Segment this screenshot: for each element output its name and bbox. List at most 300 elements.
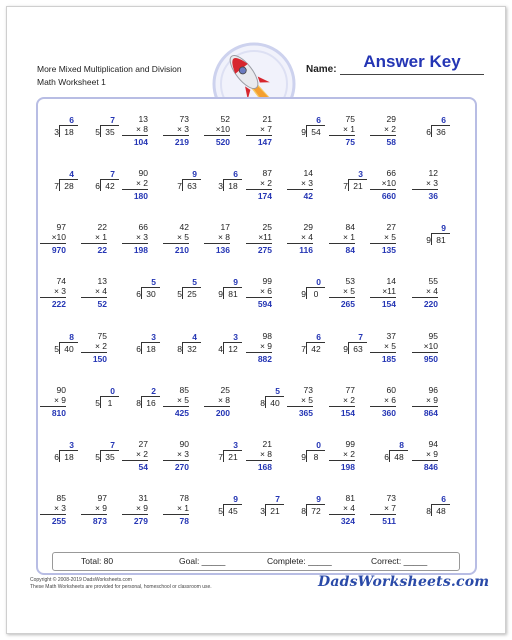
multiplication-problem [157,222,203,262]
product-answer: 200 [215,408,230,418]
multiplication-problem [240,331,286,371]
product-rule [246,243,272,244]
product-answer: 210 [174,245,189,255]
product-answer: 52 [97,299,107,309]
dividend: 18 [146,344,156,354]
multiplier: × 1 [342,232,355,242]
divisor: 8 [177,344,182,354]
title-line-1: More Mixed Multiplication and Division [37,64,182,74]
division-problem [75,385,121,425]
dividend: 81 [436,235,446,245]
multiplier: ×10 [51,232,66,242]
dividend: 18 [64,452,74,462]
product-answer: 135 [381,245,396,255]
quotient-answer: 3 [69,440,74,450]
multiplication-problem [364,276,410,316]
multiplier: × 1 [342,124,355,134]
multiplication-problem [240,439,286,479]
multiplication-problem [364,114,410,154]
multiplier: × 8 [259,449,272,459]
divisor: 5 [95,127,100,137]
multiplier: × 2 [342,449,355,459]
product-rule [412,189,438,190]
product-rule [287,189,313,190]
product-answer: 846 [423,462,438,472]
product-rule [370,135,396,136]
multiplication-problem [364,222,410,262]
quotient-answer: 8 [69,332,74,342]
division-problem [157,331,203,371]
multiplicand: 87 [262,168,272,178]
multiplicand: 77 [345,385,355,395]
multiplier: × 3 [425,178,438,188]
product-rule [246,297,272,298]
multiplication-problem [364,168,410,208]
product-answer: 198 [133,245,148,255]
quotient-answer: 6 [316,115,321,125]
dividend: 1 [107,398,113,408]
product-answer: 660 [381,191,396,201]
product-answer: 970 [51,245,66,255]
product-answer: 154 [381,299,396,309]
product-rule [204,406,230,407]
quotient-answer: 6 [441,115,446,125]
product-answer: 882 [257,354,272,364]
multiplication-problem [240,222,286,262]
multiplicand: 81 [345,493,355,503]
multiplier: × 2 [383,124,396,134]
quotient-answer: 0 [110,386,115,396]
division-problem [34,439,80,479]
divisor: 3 [218,181,223,191]
multiplicand: 53 [345,276,355,286]
dividend: 40 [64,344,74,354]
multiplicand: 90 [138,168,148,178]
dividend: 16 [146,398,156,408]
product-answer: 873 [92,516,107,526]
division-problem [281,493,327,533]
division-problem [34,114,80,154]
product-answer: 279 [133,516,148,526]
product-answer: 54 [138,462,148,472]
product-answer: 255 [51,516,66,526]
dividend: 21 [353,181,363,191]
product-answer: 511 [382,516,396,526]
dividend: 18 [228,181,238,191]
division-problem [406,222,452,262]
multiplier: × 2 [135,178,148,188]
multiplicand: 55 [428,276,438,286]
multiplication-problem [323,493,369,533]
quotient-answer: 9 [192,169,197,179]
multiplicand: 98 [262,331,272,341]
dividend: 48 [394,452,404,462]
dividend: 54 [311,127,321,137]
product-answer: 864 [423,408,438,418]
product-rule [370,189,396,190]
product-answer: 180 [133,191,148,201]
multiplicand: 22 [97,222,107,232]
divisor: 7 [343,181,348,191]
multiplication-problem [116,222,162,262]
multiplicand: 99 [262,276,272,286]
multiplication-problem [116,168,162,208]
dividend: 0 [313,289,319,299]
product-answer: 154 [340,408,355,418]
multiplication-problem [157,439,203,479]
multiplicand: 90 [179,439,189,449]
quotient-answer: 0 [316,440,321,450]
multiplier: × 3 [135,232,148,242]
dividend: 63 [187,181,197,191]
multiplicand: 97 [56,222,66,232]
multiplier: × 5 [342,286,355,296]
multiplication-problem [75,331,121,371]
multiplicand: 52 [220,114,230,124]
dividend: 40 [270,398,280,408]
multiplicand: 31 [138,493,148,503]
dividend: 72 [311,506,321,516]
product-answer: 594 [257,299,272,309]
multiplier: × 7 [383,503,396,513]
multiplier: × 5 [176,395,189,405]
product-rule [163,135,189,136]
multiplier: × 4 [425,286,438,296]
multiplier: × 9 [94,503,107,513]
multiplication-problem [34,276,80,316]
dividend: 81 [228,289,238,299]
product-rule [412,297,438,298]
multiplication-problem [75,276,121,316]
divisor: 7 [301,344,306,354]
multiplicand: 66 [386,168,396,178]
division-problem [323,168,369,208]
quotient-answer: 6 [441,494,446,504]
product-answer: 275 [257,245,272,255]
quotient-answer: 5 [151,277,156,287]
complete-field: Complete: _____ [267,556,332,566]
quotient-answer: 0 [316,277,321,287]
multiplier: × 2 [135,449,148,459]
multiplier: ×11 [258,232,272,242]
product-rule [370,406,396,407]
product-answer: 324 [340,516,355,526]
product-answer: 810 [51,408,66,418]
product-answer: 58 [386,137,396,147]
product-rule [370,352,396,353]
division-problem [240,385,286,425]
multiplicand: 73 [386,493,396,503]
multiplicand: 73 [179,114,189,124]
multiplier: × 5 [176,232,189,242]
divisor: 9 [343,344,348,354]
product-answer: 220 [423,299,438,309]
divisor: 7 [54,181,59,191]
multiplier: × 5 [383,341,396,351]
product-rule [246,460,272,461]
multiplication-problem [34,493,80,533]
quotient-answer: 7 [110,115,115,125]
multiplicand: 75 [97,331,107,341]
division-problem [75,439,121,479]
division-problem [75,168,121,208]
multiplicand: 74 [56,276,66,286]
total-label: Total: 80 [81,556,114,566]
dividend: 21 [270,506,280,516]
multiplication-problem [323,276,369,316]
product-answer: 270 [174,462,189,472]
multiplier: × 2 [259,178,272,188]
product-rule [163,514,189,515]
answer-key-label: Answer Key [363,52,461,71]
divisor: 9 [301,127,306,137]
division-problem [198,331,244,371]
product-rule [370,514,396,515]
multiplier: × 3 [300,178,313,188]
product-answer: 78 [179,516,189,526]
multiplier: × 6 [259,286,272,296]
division-problem [198,439,244,479]
multiplier: × 9 [259,341,272,351]
dividend: 28 [64,181,74,191]
product-answer: 150 [92,354,107,364]
multiplication-problem [116,114,162,154]
product-rule [81,352,107,353]
multiplicand: 99 [345,439,355,449]
product-rule [246,189,272,190]
multiplicand: 60 [386,385,396,395]
product-rule [246,352,272,353]
product-rule [412,460,438,461]
multiplication-problem [240,168,286,208]
copyright-notice [30,577,212,591]
product-rule [81,514,107,515]
multiplicand: 21 [262,439,272,449]
goal-field: Goal: _____ [179,556,226,566]
divisor: 5 [177,289,182,299]
product-answer: 265 [340,299,355,309]
divisor: 9 [218,289,223,299]
multiplier: × 6 [383,395,396,405]
multiplication-problem [281,222,327,262]
product-answer: 136 [215,245,230,255]
product-answer: 22 [97,245,107,255]
multiplicand: 37 [386,331,396,341]
quotient-answer: 3 [233,332,238,342]
multiplicand: 42 [179,222,189,232]
divisor: 6 [136,289,141,299]
divisor: 9 [301,452,306,462]
multiplicand: 66 [138,222,148,232]
quotient-answer: 5 [275,386,280,396]
divisor: 5 [218,506,223,516]
title-line-2: Math Worksheet 1 [37,77,106,87]
multiplier: × 2 [94,341,107,351]
multiplication-problem [198,385,244,425]
division-problem [116,331,162,371]
dividend: 32 [187,344,197,354]
product-answer: 42 [303,191,313,201]
multiplicand: 14 [386,276,396,286]
divisor: 7 [177,181,182,191]
dividend: 63 [353,344,363,354]
multiplication-problem [240,276,286,316]
divisor: 9 [301,289,306,299]
dividend: 25 [187,289,197,299]
quotient-answer: 3 [358,169,363,179]
product-rule [122,189,148,190]
multiplicand: 12 [428,168,438,178]
product-rule [81,243,107,244]
quotient-answer: 4 [192,332,197,342]
copyright-line-2: These Math Worksheets are provided for personal, homeschool or classroom use. [30,584,212,590]
multiplicand: 96 [428,385,438,395]
name-line [340,74,484,75]
division-problem [281,114,327,154]
quotient-answer: 9 [233,494,238,504]
multiplier: × 1 [176,503,189,513]
copyright-line-1: Copyright © 2008-2019 DadsWorksheets.com [30,577,132,583]
divisor: 4 [218,344,223,354]
worksheet-title [37,63,182,89]
multiplication-problem [281,168,327,208]
division-problem [240,493,286,533]
product-rule [246,135,272,136]
division-problem [157,276,203,316]
multiplicand: 85 [56,493,66,503]
multiplication-problem [157,114,203,154]
multiplication-problem [406,168,452,208]
division-problem [281,276,327,316]
dividend: 18 [64,127,74,137]
product-rule [40,514,66,515]
product-answer: 425 [174,408,189,418]
multiplicand: 94 [428,439,438,449]
multiplicand: 75 [345,114,355,124]
multiplicand: 21 [262,114,272,124]
multiplier: × 9 [425,449,438,459]
dividend: 35 [105,127,115,137]
multiplicand: 27 [138,439,148,449]
product-answer: 75 [345,137,355,147]
multiplier: × 4 [94,286,107,296]
multiplication-problem [198,222,244,262]
product-rule [370,297,396,298]
dividend: 42 [105,181,115,191]
multiplication-problem [116,493,162,533]
multiplier: ×10 [423,341,438,351]
product-answer: 116 [299,245,313,255]
multiplicand: 29 [303,222,313,232]
multiplicand: 97 [97,493,107,503]
quotient-answer: 4 [69,169,74,179]
multiplier: × 8 [217,232,230,242]
quotient-answer: 7 [110,169,115,179]
multiplier: × 7 [259,124,272,134]
multiplicand: 25 [220,385,230,395]
product-answer: 365 [298,408,313,418]
division-problem [75,114,121,154]
multiplicand: 85 [179,385,189,395]
dividend: 8 [313,452,319,462]
multiplication-problem [406,385,452,425]
correct-field: Correct: _____ [371,556,428,566]
multiplier: × 9 [53,395,66,405]
multiplication-problem [323,114,369,154]
product-rule [329,297,355,298]
multiplier: × 9 [135,503,148,513]
division-problem [198,493,244,533]
multiplication-problem [323,439,369,479]
multiplicand: 27 [386,222,396,232]
division-problem [281,331,327,371]
division-problem [34,331,80,371]
division-problem [198,276,244,316]
product-answer: 168 [257,462,272,472]
multiplication-problem [406,276,452,316]
product-answer: 222 [51,299,66,309]
divisor: 8 [301,506,306,516]
product-rule [163,406,189,407]
divisor: 5 [95,452,100,462]
divisor: 3 [260,506,265,516]
quotient-answer: 6 [316,332,321,342]
dividend: 45 [228,506,238,516]
division-problem [116,385,162,425]
division-problem [157,168,203,208]
product-rule [370,243,396,244]
product-rule [287,243,313,244]
quotient-answer: 9 [316,494,321,504]
product-rule [204,243,230,244]
product-rule [122,243,148,244]
multiplier: × 3 [176,124,189,134]
multiplicand: 78 [179,493,189,503]
multiplication-problem [323,222,369,262]
product-rule [329,135,355,136]
multiplier: × 4 [300,232,313,242]
divisor: 8 [426,506,431,516]
divisor: 5 [95,398,100,408]
divisor: 6 [95,181,100,191]
multiplier: × 1 [94,232,107,242]
product-rule [163,460,189,461]
divisor: 6 [384,452,389,462]
division-problem [406,493,452,533]
divisor: 5 [54,344,59,354]
multiplication-problem [281,385,327,425]
product-answer: 198 [340,462,355,472]
product-rule [40,243,66,244]
multiplication-problem [323,385,369,425]
multiplication-problem [34,385,80,425]
multiplication-problem [116,439,162,479]
product-answer: 360 [381,408,396,418]
divisor: 8 [136,398,141,408]
dividend: 30 [146,289,156,299]
multiplication-problem [364,493,410,533]
multiplication-problem [240,114,286,154]
divisor: 8 [260,398,265,408]
name-label: Name: [306,64,337,75]
dividend: 48 [436,506,446,516]
score-footer [52,552,460,571]
multiplier: ×11 [382,286,396,296]
divisor: 6 [54,452,59,462]
product-answer: 104 [133,137,148,147]
multiplier: × 4 [342,503,355,513]
division-problem [281,439,327,479]
